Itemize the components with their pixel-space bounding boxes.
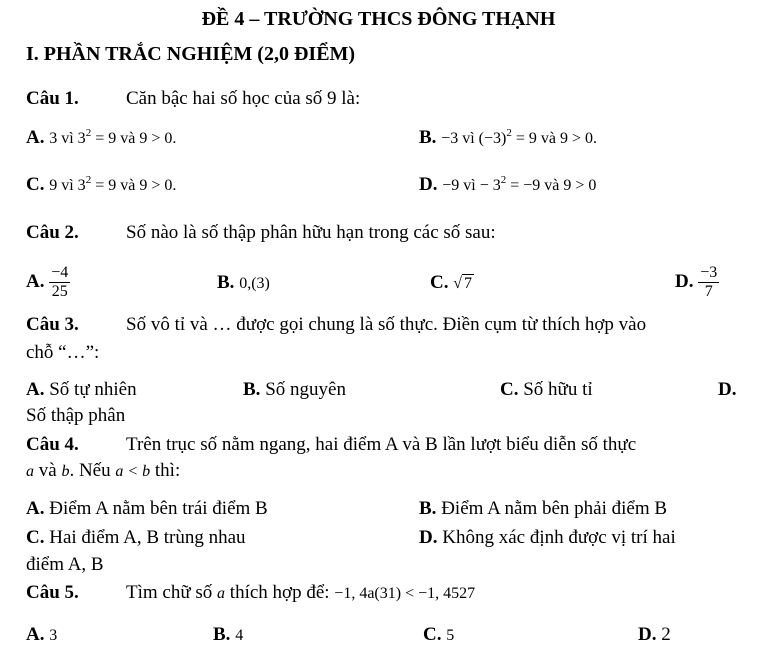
option-text: Hai điểm A, B trùng nhau	[49, 527, 246, 548]
square-root: √ 7	[453, 275, 473, 292]
q2-text: Số nào là số thập phân hữu hạn trong các số sau:	[126, 222, 496, 243]
q3-label: Câu 3.	[26, 314, 79, 335]
page-title: ĐỀ 4 – TRƯỜNG THCS ĐÔNG THẠNH	[201, 8, 556, 30]
q3-text-line2: chỗ “…”:	[26, 342, 100, 363]
fraction	[698, 264, 719, 301]
q1-option-b	[419, 127, 597, 149]
q3-option-c	[500, 379, 593, 401]
option-math-post: = 9 và 9 > 0.	[91, 177, 177, 194]
q5-option-c	[423, 624, 454, 646]
option-text: Số tự nhiên	[49, 379, 137, 400]
q4-label: Câu 4.	[26, 434, 79, 455]
option-math-post: = 9 và 9 > 0.	[91, 130, 177, 147]
q5-option-b	[213, 624, 243, 646]
option-letter: A.	[26, 127, 45, 148]
q1-option-d	[419, 174, 596, 196]
variable-a: a	[217, 585, 226, 602]
option-math-sup: 2	[85, 127, 92, 139]
q3-option-b	[243, 379, 346, 401]
fraction-numerator: −4	[51, 264, 69, 281]
option-math-sup: 2	[500, 174, 507, 186]
option-text: Không xác định được vị trí hai	[442, 527, 676, 548]
option-letter: D.	[675, 270, 694, 292]
option-math-sup: 2	[85, 174, 92, 186]
q4-text-line1: Trên trục số nằm ngang, hai điểm A và B lần lượt biểu diễn số thực	[126, 434, 637, 455]
option-letter: D.	[419, 527, 438, 548]
q3-option-a	[26, 379, 137, 401]
q3-text-line1: Số vô tỉ và … được gọi chung là số thực. Điền cụm từ thích hợp vào	[126, 314, 647, 335]
q4-option-b	[419, 498, 667, 520]
q2-label: Câu 2.	[26, 222, 79, 243]
option-value: 3	[49, 627, 58, 644]
option-math-pre: −3 vì (−3)	[441, 130, 507, 147]
condition-then: thì:	[154, 460, 181, 481]
q5-text-part1: Tìm chữ số	[126, 582, 213, 603]
q5-option-d	[638, 624, 671, 646]
fraction-numerator: −3	[700, 264, 718, 281]
radicand: 7	[464, 275, 473, 292]
q4-option-d	[419, 527, 676, 549]
fraction-denominator: 25	[51, 283, 68, 300]
variable-b: b	[61, 463, 70, 480]
option-letter: A.	[26, 498, 45, 519]
option-math-post: = 9 và 9 > 0.	[511, 130, 597, 147]
option-math-post: = −9 và 9 > 0	[506, 177, 597, 194]
option-text: Điểm A nằm bên phải điểm B	[441, 498, 668, 519]
option-letter: B.	[419, 498, 437, 519]
option-math-pre: 9 vì 3	[49, 177, 86, 194]
option-letter: D.	[419, 174, 438, 195]
option-letter: C.	[423, 624, 442, 645]
option-letter: C.	[500, 379, 519, 400]
option-letter: C.	[26, 527, 45, 548]
option-letter: C.	[26, 174, 45, 195]
q2-option-b	[217, 272, 270, 294]
q1-text: Căn bậc hai số học của số 9 là:	[126, 88, 361, 109]
q5-expression: −1, 4a(31) < −1, 4527	[334, 585, 476, 602]
fraction	[49, 264, 70, 301]
fraction-denominator: 7	[704, 283, 713, 300]
option-letter: A.	[26, 270, 45, 292]
option-letter: B.	[419, 127, 437, 148]
q2-option-d	[675, 264, 719, 301]
option-math-pre: 3 vì 3	[49, 130, 86, 147]
q4-option-a	[26, 498, 268, 520]
option-math-pre: −9 vì − 3	[442, 177, 501, 194]
condition-intro: . Nếu	[69, 460, 111, 481]
q3-option-d-text: Số thập phân	[26, 405, 126, 426]
q2-option-c	[430, 272, 474, 294]
option-letter: A.	[26, 624, 45, 645]
q5-text-part2: thích hợp để:	[229, 582, 330, 603]
q1-label: Câu 1.	[26, 88, 79, 109]
option-letter: A.	[26, 379, 45, 400]
section-heading: I. PHẦN TRẮC NGHIỆM (2,0 ĐIỂM)	[26, 43, 356, 65]
option-letter: B.	[217, 272, 235, 293]
q5-option-a	[26, 624, 57, 646]
option-text: Số hữu tỉ	[523, 379, 593, 400]
q3-option-d-letter: D.	[718, 379, 737, 400]
condition-expr: a < b	[115, 463, 151, 480]
q4-option-c	[26, 527, 246, 549]
option-math-sup: 2	[506, 127, 512, 139]
q4-option-d-continued: điểm A, B	[26, 554, 104, 575]
q4-text-line2	[26, 460, 180, 482]
option-letter: B.	[213, 624, 231, 645]
option-value: 4	[235, 627, 244, 644]
conjunction: và	[38, 460, 57, 481]
q5-label: Câu 5.	[26, 582, 79, 603]
option-text: Điểm A nằm bên trái điểm B	[49, 498, 268, 519]
option-value: 0,(3)	[239, 275, 270, 292]
variable-a: a	[26, 463, 34, 480]
option-letter: B.	[243, 379, 261, 400]
q1-option-a	[26, 127, 176, 149]
q5-text	[126, 582, 475, 604]
option-value: 5	[446, 627, 455, 644]
q1-option-c	[26, 174, 176, 196]
option-value: 2	[661, 624, 671, 645]
option-text: Số nguyên	[265, 379, 346, 400]
q2-option-a	[26, 264, 70, 301]
option-letter: C.	[430, 272, 449, 293]
option-letter: D.	[638, 624, 657, 645]
